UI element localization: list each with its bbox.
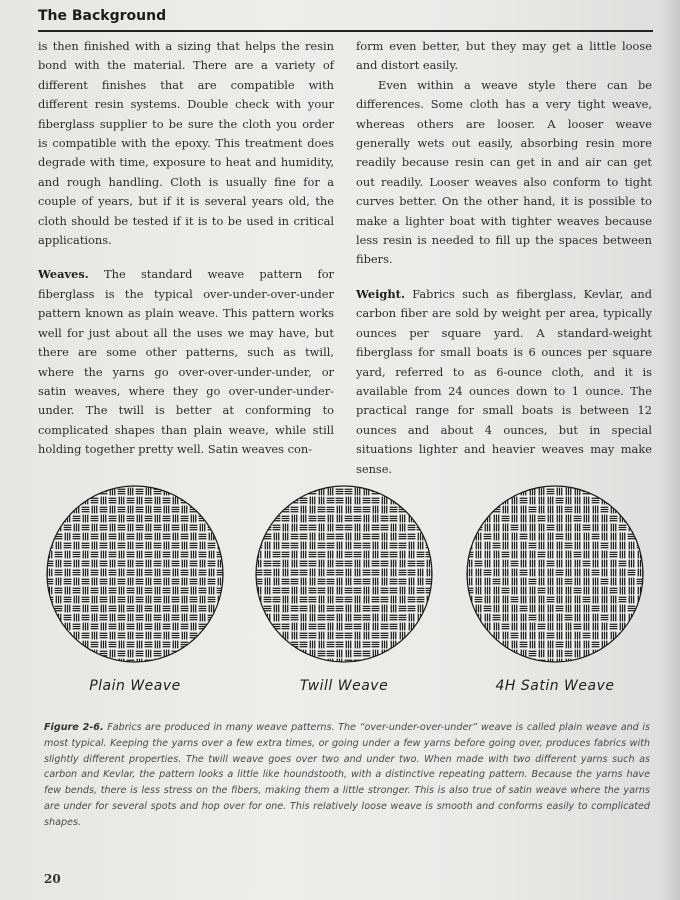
right-column <box>356 37 652 479</box>
figure-caption <box>44 720 650 831</box>
right-paragraph-1: form even better, but they may get a little loose and distort easily. <box>356 39 652 73</box>
plain-weave-illustration <box>45 478 225 708</box>
satin-weave-label: 4H Satin Weave <box>495 678 615 694</box>
weight-heading: Weight. <box>356 286 405 301</box>
figure-caption-label: Figure 2-6. <box>44 722 104 733</box>
weave-figure <box>0 478 680 708</box>
weaves-heading: Weaves. <box>38 267 89 282</box>
left-column <box>38 37 334 460</box>
plain-weave-label: Plain Weave <box>89 678 181 694</box>
page-number: 20 <box>44 872 61 886</box>
plain-weave-swatch <box>45 478 225 668</box>
weight-section <box>356 285 652 479</box>
twill-weave-swatch <box>254 478 434 668</box>
twill-weave-illustration <box>254 478 434 708</box>
twill-weave-label: Twill Weave <box>299 678 389 694</box>
weaves-section <box>38 265 334 459</box>
weaves-body: The standard weave pattern for fiberglass is the typical over-under-over-under pattern known as plain weave. This pattern works well for just about all the uses we may have, but there are some other patterns, such as twill, where the yarns go over-over-under-under, or satin weaves, where they go over-under-under-under. The twill is better at conforming to complicated shapes than plain weave, while still holding together pretty well. Satin weaves con- <box>38 267 334 457</box>
figure-caption-text: Fabrics are produced in many weave patterns. The “over-under-over-under” weave is called plain weave and is most typical. Keeping the yarns over a few extra times, or going under a few yarns before going over, produces fabrics with slightly different properties. The twill weave goes over two and under two. When made with two different yarns such as carbon and Kevlar, the pattern looks a little like houndstooth, with a distinctive repeating pattern. Because the yarns have few bends, there is less stress on the fibers, making them a little stronger. This is also true of satin weave where the yarns are under for several spots and hop over for one. This relatively loose weave is smooth and conforms easily to complicated shapes. <box>44 722 650 828</box>
left-paragraph-1: is then finished with a sizing that helps the resin bond with the material. There are a variety of different finishes that are compatible with different resin systems. Double check with your fiberglass supplier to be sure the cloth you order is compatible with the epoxy. This treatment does degrade with time, exposure to heat and humidity, and rough handling. Cloth is usually fine for a couple of years, but if it is several years old, the cloth should be tested if it is to be used in critical applications. <box>38 39 334 248</box>
right-paragraph-2: Even within a weave style there can be differences. Some cloth has a very tight weave, whereas others are looser. A looser weave generally wets out easily, absorbing resin more readily because resin can get in and air can get out readily. Looser weaves also conform to tight curves better. On the other hand, it is possible to make a lighter boat with tighter weaves because less resin is needed to fill up the spaces between fibers. <box>356 77 652 267</box>
running-head: The Background <box>38 6 653 32</box>
satin-weave-illustration <box>465 478 645 708</box>
satin-weave-swatch <box>465 478 645 668</box>
weight-body: Fabrics such as fiberglass, Kevlar, and carbon fiber are sold by weight per area, typically ounces per square yard. A standard-weight fiberglass for small boats is 6 ounces per square yard, referred to as 6-ounce cloth, and it is available from 24 ounces down to 1 ounce. The practical range for small boats is between 12 ounces and about 4 ounces, but in special situations lighter and heavier weaves may make sense. <box>356 286 652 476</box>
